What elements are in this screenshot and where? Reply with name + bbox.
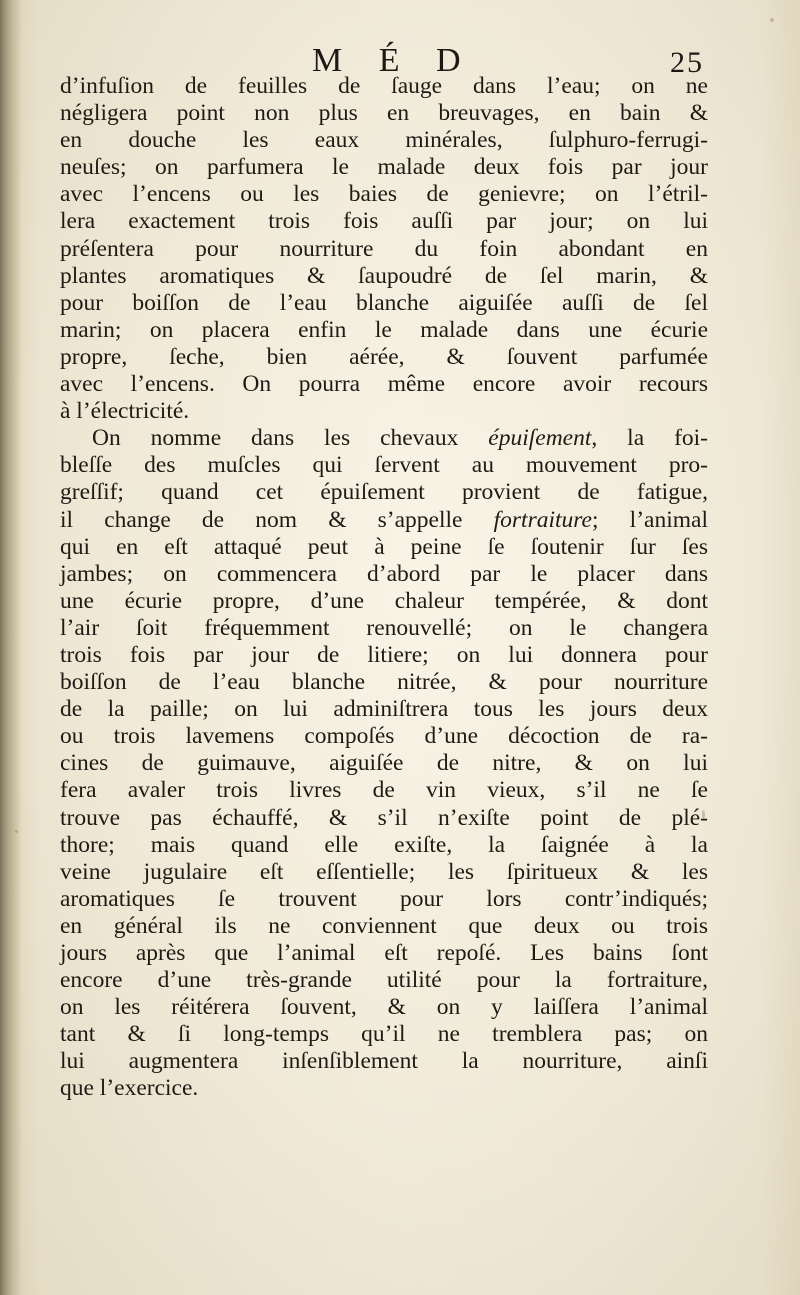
text-line: préſentera pour nourriture du foin abondant en xyxy=(60,235,708,262)
text-line: neuſes; on parfumera le malade deux fois par jour xyxy=(60,154,708,181)
paper-speck xyxy=(770,18,774,22)
text-line: jambes; on commencera d’abord par le placer dans xyxy=(60,560,708,587)
text-line: que l’exercice. xyxy=(60,1075,199,1102)
text-line: lera exactement trois fois auſſi par jour; on lui xyxy=(60,208,708,235)
text-line: en général ils ne conviennent que deux ou trois xyxy=(60,912,708,939)
text-line: d’infuſion de feuilles de ſauge dans l’eau; on ne xyxy=(60,73,708,99)
paper-speck xyxy=(702,810,705,819)
text-line: pour boiſſon de l’eau blanche aiguiſée auſſi de ſel xyxy=(60,289,708,316)
text-line: greſſif; quand cet épuiſement provient de fatigue, xyxy=(60,479,708,506)
text-line: thore; mais quand elle exiſte, la ſaignée à la xyxy=(60,831,708,858)
text-segment: , la foi- xyxy=(591,425,708,452)
text-line: qui en eſt attaqué peut à peine ſe ſoutenir ſur ſes xyxy=(60,533,708,560)
text-line: à l’électricité. xyxy=(60,398,190,425)
text-line: fera avaler trois livres de vin vieux, s’il ne ſe xyxy=(60,777,708,804)
text-line: bleſſe des muſcles qui ſervent au mouvement pro- xyxy=(60,452,708,479)
text-line: jours après que l’animal eſt repoſé. Les bains ſont xyxy=(60,940,708,966)
paper-speck xyxy=(15,830,18,833)
text-line xyxy=(60,425,708,452)
text-line: une écurie propre, d’une chaleur tempérée, & dont xyxy=(60,587,708,614)
text-line: aromatiques ſe trouvent pour lors contr’indiqués; xyxy=(60,885,708,912)
text-line: plantes aromatiques & ſaupoudré de ſel marin, & xyxy=(60,262,708,289)
text-segment: ; l’animal xyxy=(591,506,708,533)
text-line: propre, ſeche, bien aérée, & ſouvent parfumée xyxy=(60,343,708,370)
page-header xyxy=(0,38,800,78)
text-line: avec l’encens ou les baies de genievre; on l’étril- xyxy=(60,181,708,208)
text-line: ou trois lavemens compoſés d’une décoction de ra- xyxy=(60,723,708,750)
text-line: l’air ſoit fréquemment renouvellé; on le changera xyxy=(60,614,708,641)
text-segment: il change de nom & s’appelle xyxy=(60,506,494,533)
italic-term: épuiſement xyxy=(488,425,592,452)
page-number: 25 xyxy=(670,46,704,79)
text-line: tant & ſi long-temps qu’il ne tremblera pas; on xyxy=(60,1021,708,1048)
text-line: trois fois par jour de litiere; on lui donnera pour xyxy=(60,641,708,668)
text-line: veine jugulaire eſt eſſentielle; les ſpiritueux & les xyxy=(60,858,708,885)
text-line: encore d’une très-grande utilité pour la fortraiture, xyxy=(60,967,708,994)
text-line: marin; on placera enfin le malade dans une écurie xyxy=(60,316,708,343)
binding-shadow xyxy=(0,0,22,1295)
text-line: cines de guimauve, aiguiſée de nitre, & on lui xyxy=(60,750,708,777)
text-line: avec l’encens. On pourra même encore avoir recours xyxy=(60,371,708,398)
text-line: en douche les eaux minérales, ſulphuro-ferrugi- xyxy=(60,127,708,154)
body-text xyxy=(60,73,708,1103)
italic-term: fortraiture xyxy=(493,506,592,533)
text-segment: On nomme dans les chevaux xyxy=(92,425,489,452)
text-line: de la paille; on lui adminiſtrera tous les jours deux xyxy=(60,696,708,723)
text-line: boiſſon de l’eau blanche nitrée, & pour nourriture xyxy=(60,669,708,696)
text-line: trouve pas échauffé, & s’il n’exiſte point de plé- xyxy=(60,804,708,831)
text-line: on les réitérera ſouvent, & on y laiſſera l’animal xyxy=(60,994,708,1021)
text-line: lui augmentera inſenſiblement la nourriture, ainſi xyxy=(60,1048,708,1075)
running-head: M É D xyxy=(312,42,475,79)
text-line xyxy=(60,507,708,534)
text-line: négligera point non plus en breuvages, en bain & xyxy=(60,100,708,127)
